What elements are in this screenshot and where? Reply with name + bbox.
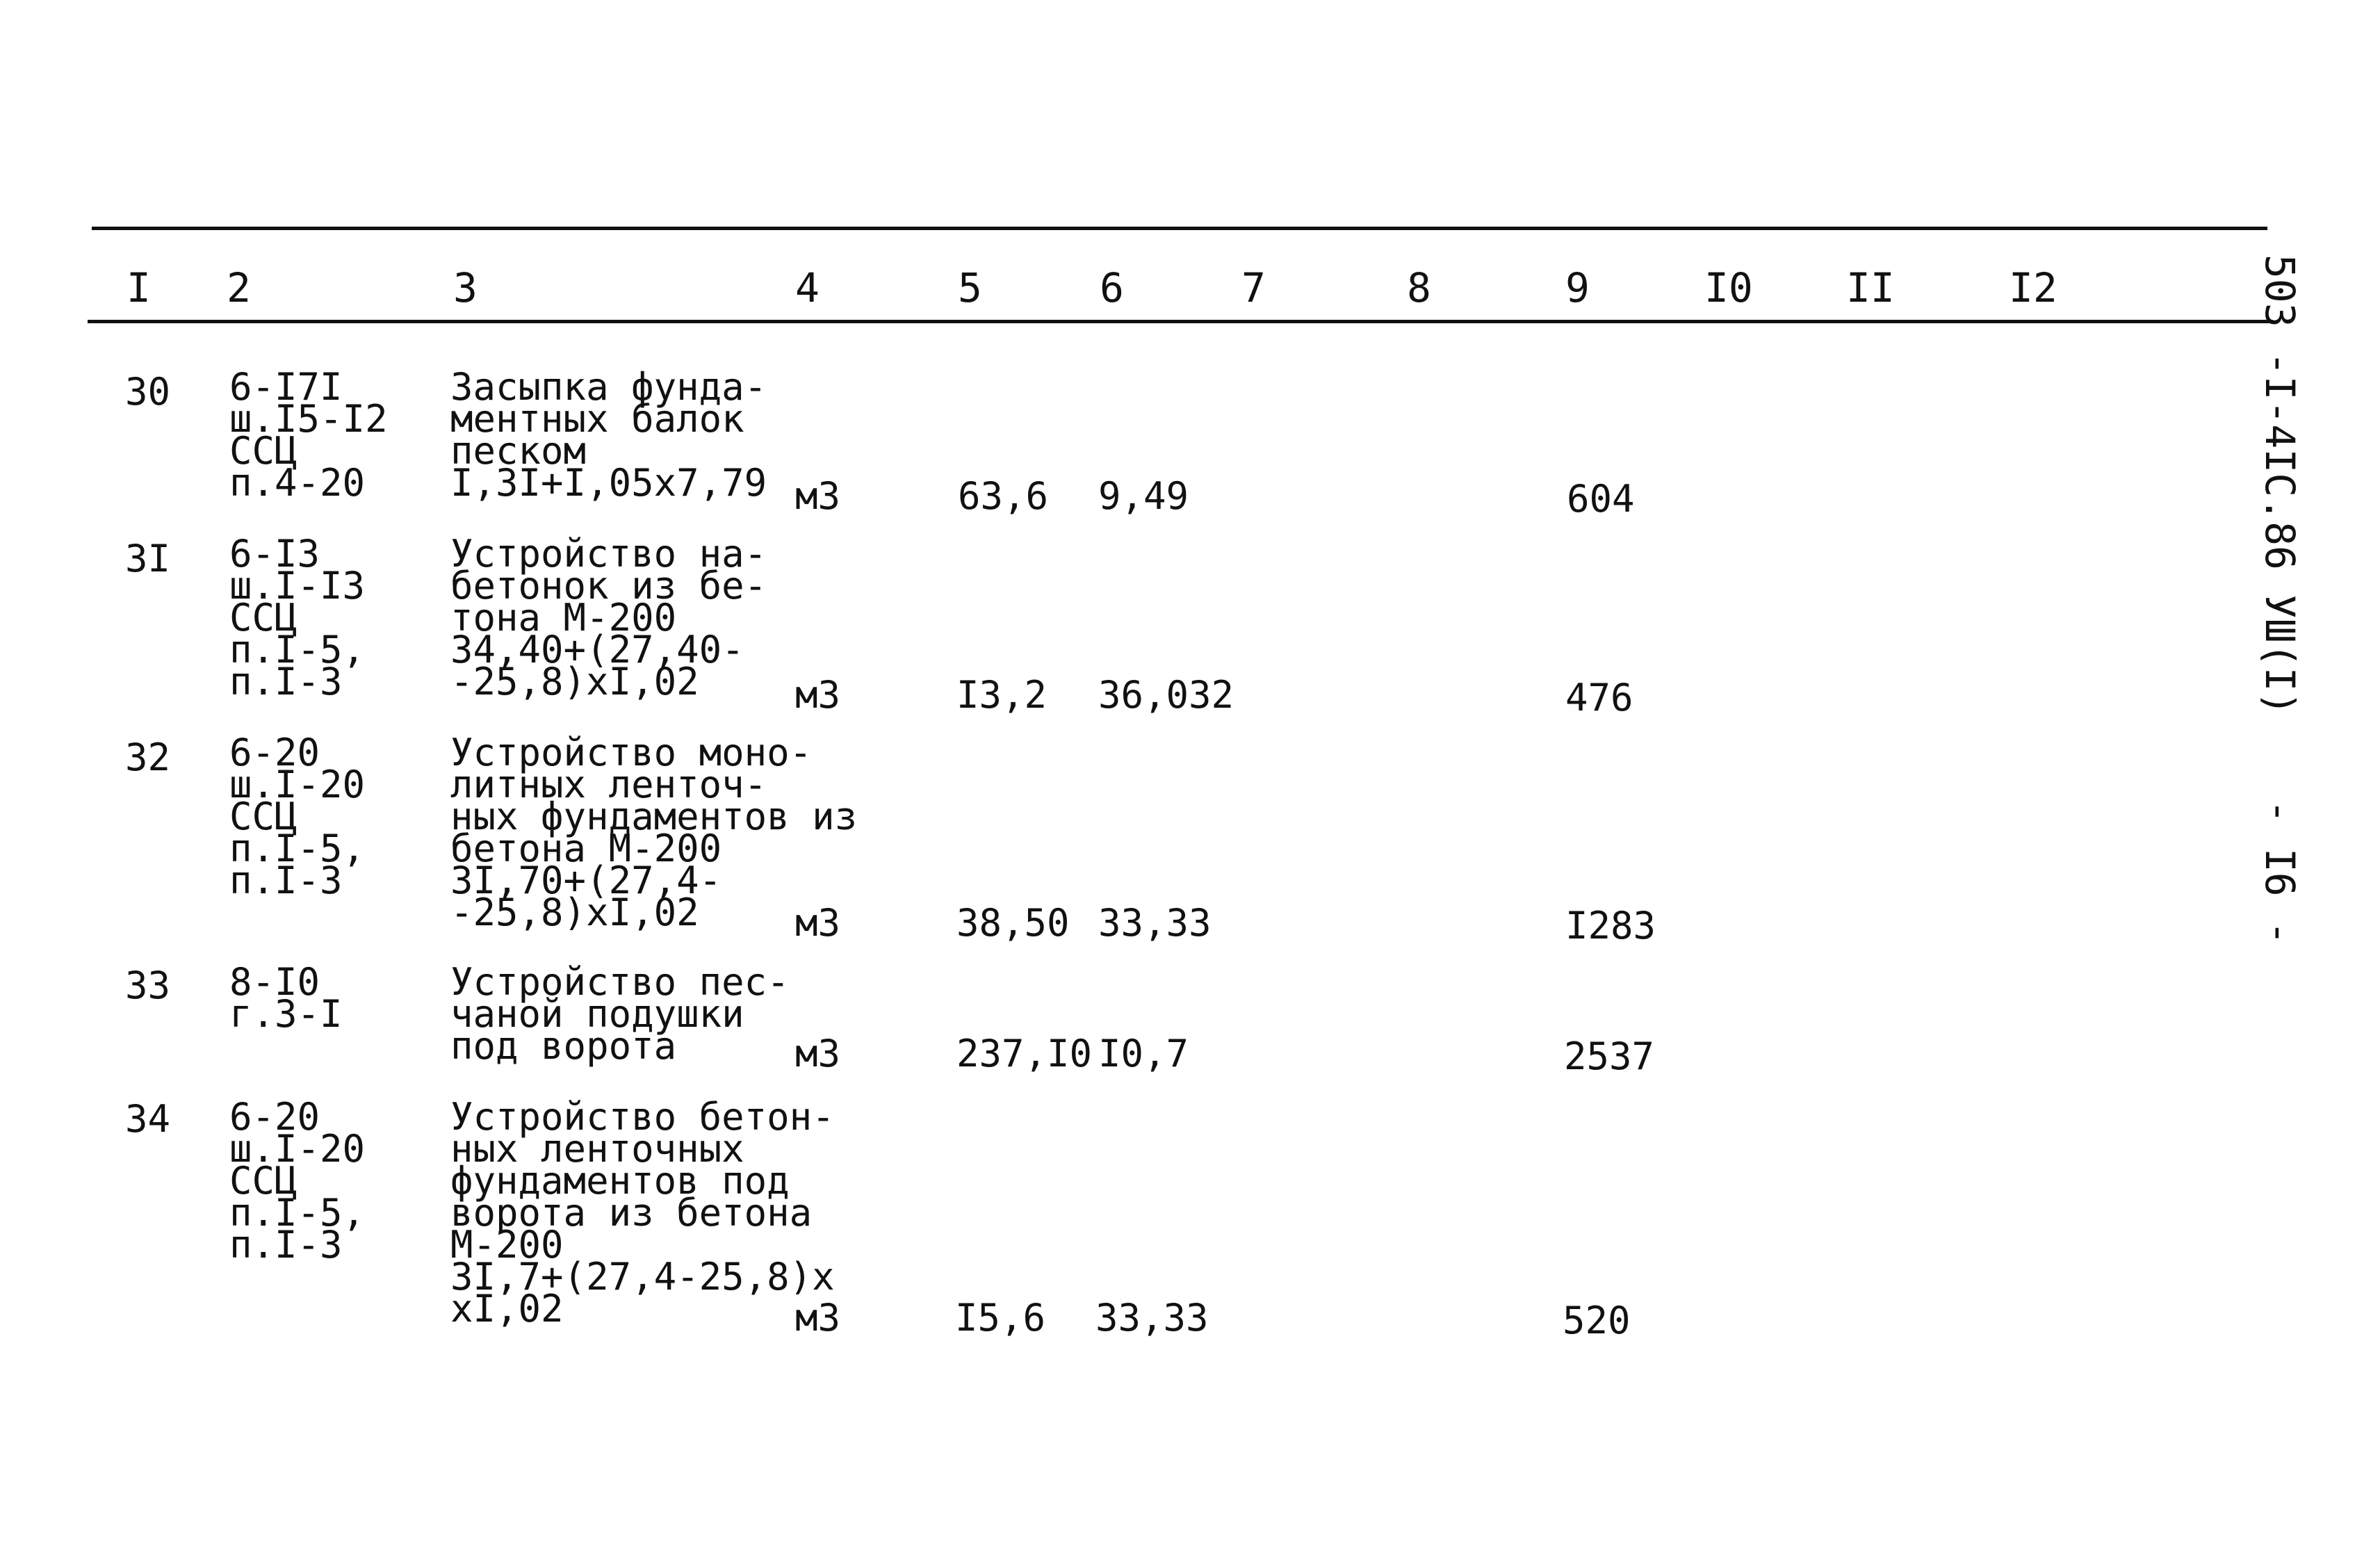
row-quantity: 237,I0 bbox=[956, 1032, 1093, 1075]
row-unit-price: 9,49 bbox=[1098, 474, 1189, 518]
row-number: 3I bbox=[125, 537, 171, 580]
row-description: Устройство пес- чаной подушки под ворота bbox=[450, 960, 790, 1068]
row-unit-price: 33,33 bbox=[1095, 1296, 1209, 1340]
column-header-2: 2 bbox=[227, 264, 251, 311]
column-header-10: I0 bbox=[1704, 264, 1753, 311]
row-quantity: 38,50 bbox=[956, 901, 1070, 945]
row-quantity: 63,6 bbox=[958, 474, 1049, 518]
row-description: Устройство бетон- ных ленточных фундаментов под ворота из бетона М-200 3I,7+(27,4-25,8)x xI,02 bbox=[450, 1095, 835, 1331]
column-header-7: 7 bbox=[1241, 264, 1266, 311]
row-total: 2537 bbox=[1564, 1034, 1655, 1078]
column-header-6: 6 bbox=[1100, 264, 1124, 311]
row-number: 30 bbox=[125, 370, 171, 414]
row-number: 32 bbox=[125, 736, 171, 779]
row-unit: м3 bbox=[795, 1296, 841, 1340]
row-unit: м3 bbox=[795, 1032, 841, 1075]
row-description: Устройство на- бетонок из бе- тона М-200 34,40+(27,40- -25,8)xI,02 bbox=[450, 532, 767, 704]
row-norm-code: 6-I3 ш.I-I3 ССЦ п.I-5, п.I-3 bbox=[229, 532, 366, 704]
row-total: 604 bbox=[1567, 477, 1635, 521]
row-quantity: I5,6 bbox=[955, 1296, 1046, 1340]
row-norm-code: 6-20 ш.I-20 ССЦ п.I-5, п.I-3 bbox=[229, 1095, 366, 1267]
row-description: Засыпка фунда- ментных балок песком I,3I+I,05x7,79 bbox=[450, 365, 767, 505]
row-total: 476 bbox=[1565, 676, 1633, 720]
row-unit: м3 bbox=[795, 673, 841, 717]
row-description: Устройство моно- литных ленточ- ных фундаментов из бетона М-200 3I,70+(27,4- -25,8)xI,02 bbox=[450, 731, 858, 934]
column-header-4: 4 bbox=[795, 264, 820, 311]
column-header-12: I2 bbox=[2009, 264, 2057, 311]
row-unit-price: 33,33 bbox=[1098, 901, 1212, 945]
row-norm-code: 6-I7I ш.I5-I2 ССЦ п.4-20 bbox=[229, 365, 388, 505]
row-unit: м3 bbox=[795, 901, 841, 945]
column-header-1: I bbox=[127, 264, 151, 311]
column-header-5: 5 bbox=[958, 264, 982, 311]
column-header-11: II bbox=[1846, 264, 1895, 311]
document-code: 503 -I-4IC.86 УШ(I) bbox=[2256, 254, 2304, 716]
row-unit-price: I0,7 bbox=[1098, 1032, 1189, 1075]
row-total: 520 bbox=[1563, 1299, 1631, 1342]
row-number: 33 bbox=[125, 964, 171, 1007]
row-norm-code: 8-I0 г.3-I bbox=[229, 960, 343, 1036]
row-quantity: I3,2 bbox=[956, 673, 1048, 717]
column-header-3: 3 bbox=[453, 264, 478, 311]
column-header-8: 8 bbox=[1407, 264, 1431, 311]
row-norm-code: 6-20 ш.I-20 ССЦ п.I-5, п.I-3 bbox=[229, 731, 366, 902]
row-unit: м3 bbox=[795, 474, 841, 518]
row-number: 34 bbox=[125, 1097, 171, 1141]
row-total: I283 bbox=[1565, 904, 1656, 948]
row-unit-price: 36,032 bbox=[1098, 673, 1234, 717]
page-number: - I6 - bbox=[2256, 799, 2304, 945]
column-header-9: 9 bbox=[1565, 264, 1590, 311]
header-bottom-rule bbox=[88, 320, 2273, 323]
header-top-rule bbox=[92, 227, 2267, 230]
